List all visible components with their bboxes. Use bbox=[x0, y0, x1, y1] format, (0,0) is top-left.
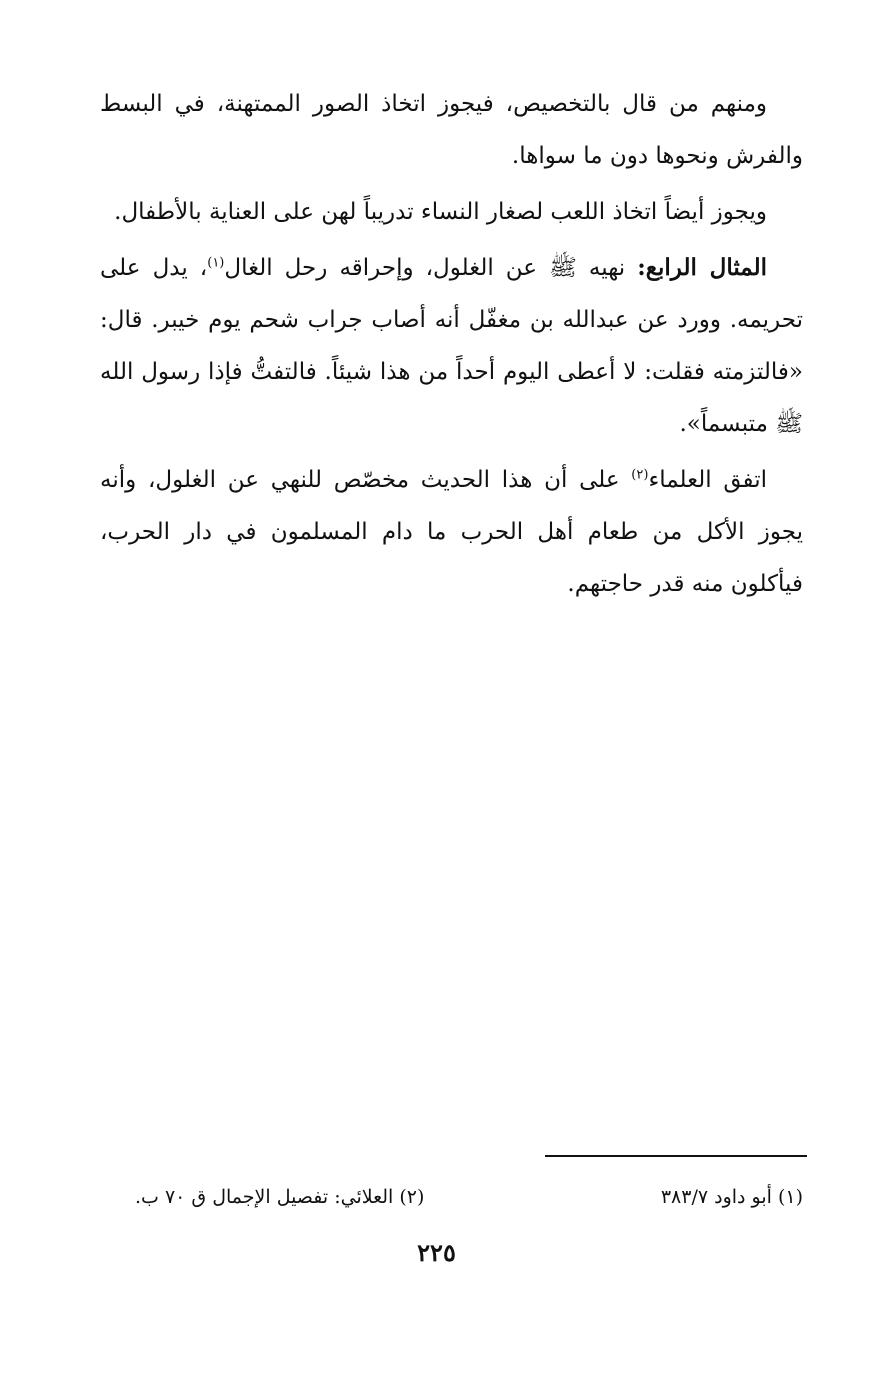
footnote-separator bbox=[545, 1155, 807, 1157]
paragraph-toys: ويجوز أيضاً اتخاذ اللعب لصغار النساء تدريباً لهن على العناية بالأطفال. bbox=[114, 199, 767, 225]
main-text bbox=[100, 78, 803, 610]
example-text-part1: نهيه ﷺ عن الغلول، وإحراقه رحل الغال bbox=[224, 255, 638, 281]
footnote-1: (١) أبو داود ٣٨٣/٧ bbox=[660, 1186, 803, 1208]
paragraph-specification: ومنهم من قال بالتخصيص، فيجوز اتخاذ الصور الممتهنة، في البسط والفرش ونحوها دون ما سواها. bbox=[100, 91, 803, 169]
footnote-ref-1: (١) bbox=[207, 255, 225, 271]
example-text-part2: ، يدل على تحريمه. وورد عن عبدالله بن مغفّل أنه أصاب جراب شحم يوم خيبر. قال: «فالتزمته فقلت: لا أعطى اليوم أحداً من هذا شيئاً. فالتفتُّ فإذا رسول الله ﷺ متبسماً». bbox=[100, 255, 803, 437]
example-heading: المثال الرابع: bbox=[637, 254, 767, 281]
footnote-2: (٢) العلائي: تفصيل الإجمال ق ٧٠ ب. bbox=[135, 1186, 425, 1208]
paragraph-fourth-example bbox=[100, 242, 803, 450]
paragraph-scholars-agreement bbox=[100, 454, 803, 610]
page-number: ٢٢٥ bbox=[417, 1238, 456, 1267]
footnotes bbox=[135, 1180, 803, 1214]
footnote-ref-2: (٢) bbox=[631, 467, 649, 483]
agreement-text-part2: على أن هذا الحديث مخصّص للنهي عن الغلول، وأنه يجوز الأكل من طعام أهل الحرب ما دام المسلمون في دار الحرب، فيأكلون منه قدر حاجتهم. bbox=[100, 467, 803, 597]
agreement-text-part1: اتفق العلماء bbox=[648, 467, 767, 493]
